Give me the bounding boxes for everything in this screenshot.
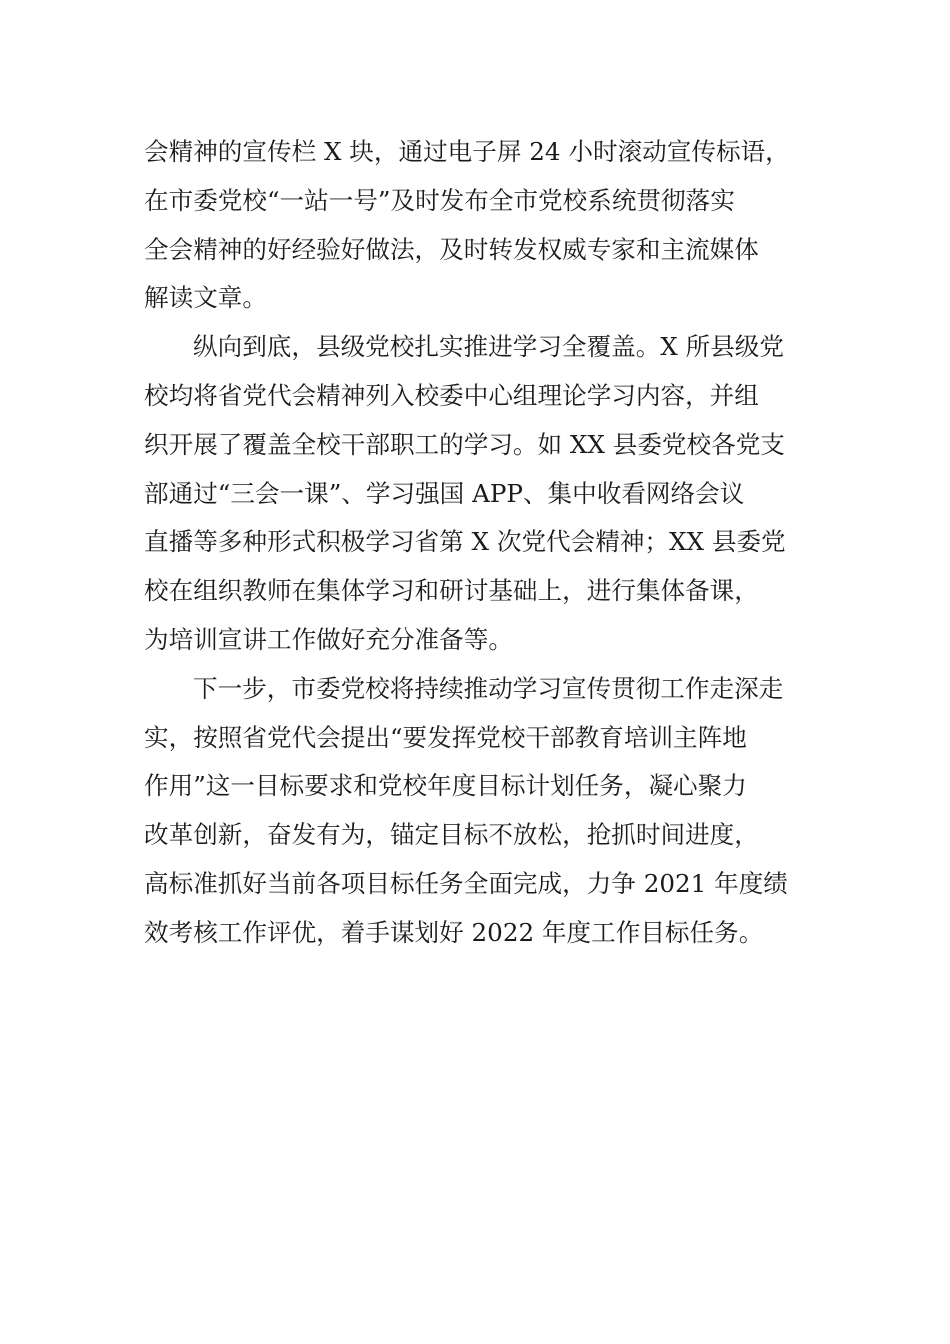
paragraph-2	[144, 323, 814, 665]
text-line: 织开展了覆盖全校干部职工的学习。如 XX 县委党校各党支	[144, 429, 785, 459]
text-line: 实，按照省党代会提出“要发挥党校干部教育培训主阵地	[144, 722, 747, 752]
text-line: 校在组织教师在集体学习和研讨基础上，进行集体备课，	[144, 576, 759, 606]
text-line: 下一步，市委党校将持续推动学习宣传贯彻工作走深走	[193, 673, 784, 703]
text-line: 效考核工作评优，着手谋划好 2022 年度工作目标任务。	[144, 917, 764, 947]
text-line: 校均将省党代会精神列入校委中心组理论学习内容，并组	[144, 380, 759, 410]
text-line: 纵向到底，县级党校扎实推进学习全覆盖。X 所县级党	[193, 332, 784, 362]
text-line: 全会精神的好经验好做法，及时转发权威专家和主流媒体	[144, 234, 759, 264]
paragraph-3	[144, 665, 814, 958]
text-line: 在市委党校“一站一号”及时发布全市党校系统贯彻落实	[144, 185, 735, 215]
text-line: 改革创新，奋发有为，锚定目标不放松，抢抓时间进度，	[144, 820, 759, 850]
text-line: 为培训宣讲工作做好充分准备等。	[144, 624, 513, 654]
text-line: 作用”这一目标要求和党校年度目标计划任务，凝心聚力	[144, 771, 747, 801]
text-line: 解读文章。	[144, 283, 267, 313]
text-line: 直播等多种形式积极学习省第 X 次党代会精神；XX 县委党	[144, 527, 786, 557]
text-line: 会精神的宣传栏 X 块，通过电子屏 24 小时滚动宣传标语，	[144, 137, 790, 166]
paragraph-1	[144, 128, 814, 323]
body-text	[144, 128, 814, 958]
text-line: 部通过“三会一课”、学习强国 APP、集中收看网络会议	[144, 478, 745, 508]
text-line: 高标准抓好当前各项目标任务全面完成，力争 2021 年度绩	[144, 868, 788, 898]
